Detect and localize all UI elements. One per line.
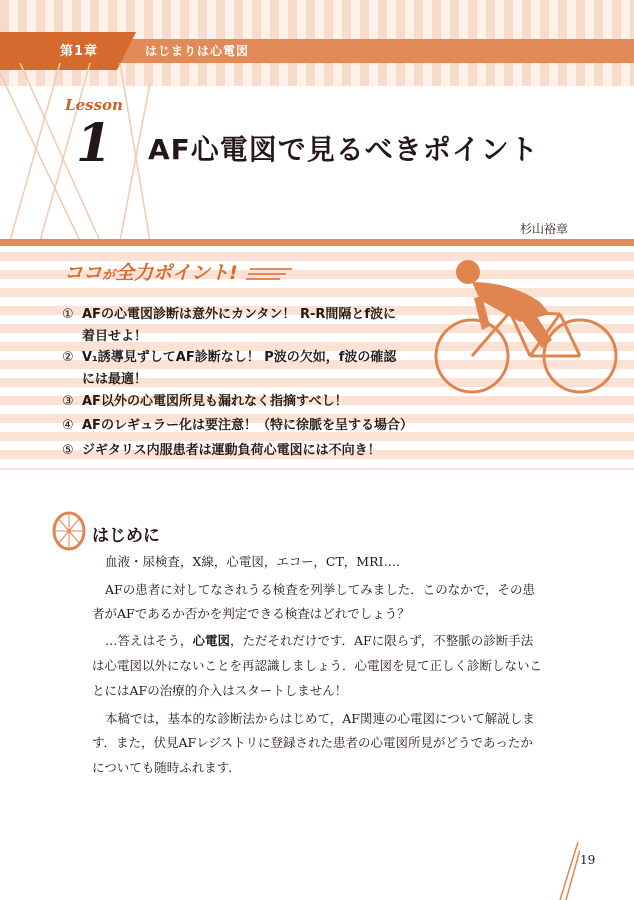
point-text: AFの心電図診断は意外にカンタン！ R-R間隔とf波に — [82, 307, 397, 322]
points-heading-part1: ココ — [64, 262, 103, 284]
paragraph-2a: AFの患者に対してなされうる検査を列挙してみました．このなかで，その患 — [105, 582, 535, 597]
points-heading — [64, 258, 238, 285]
paragraph-4c: についても随時ふれます． — [92, 760, 241, 775]
cyclist-illustration — [420, 252, 620, 402]
chapter-title: はじまりは心電図 — [145, 44, 250, 58]
point-number: ④ — [62, 418, 74, 433]
paragraph-4a: 本稿では，基本的な診断法からはじめて，AF関連の心電図について解説しま — [105, 711, 535, 726]
point-text: ジギタリス内服患者は運動負荷心電図には不向き！ — [82, 443, 381, 458]
paragraph-1: 血液・尿検査，X線，心電図，エコー，CT，MRI…． — [105, 554, 409, 569]
point-item — [62, 415, 442, 437]
wheel-icon — [50, 510, 88, 552]
paragraph-3b: は心電図以外にないことを再認識しましょう．心電図を見て正しく診断しないこ — [92, 658, 543, 673]
points-heading-part2: が — [102, 268, 116, 283]
point-text: AFのレギュラー化は要注意！（特に徐脈を呈する場合） — [82, 418, 413, 433]
point-item — [62, 304, 442, 348]
point-text-cont: 着目せよ！ — [82, 329, 148, 344]
paragraph-3a-post: ，ただそれだけです．AFに限らず，不整脈の診断手法 — [230, 633, 534, 648]
point-number: ① — [62, 307, 74, 322]
lesson-number: 1 — [75, 113, 113, 174]
footer-slash — [558, 842, 580, 900]
author-name: 杉山裕章 — [520, 222, 569, 236]
header-rule — [0, 239, 634, 246]
point-number: ② — [62, 350, 74, 365]
paragraph-3a-bold: 心電図 — [192, 633, 231, 648]
point-text: AF以外の心電図所見も漏れなく指摘すべし！ — [82, 394, 348, 409]
point-text: V₁誘導見ずしてAF診断なし！ P波の欠如，f波の確認 — [82, 350, 397, 365]
paragraph-3c: とにはAFの治療的介入はスタートしません！ — [92, 683, 348, 698]
point-item — [62, 391, 442, 413]
lesson-label: Lesson — [65, 96, 123, 114]
point-text-cont: には最適！ — [82, 372, 148, 387]
speed-lines-icon — [246, 264, 296, 284]
paragraph-4b: す．また，伏見AFレジストリに登録された患者の心電図所見がどうであったか — [92, 735, 533, 750]
section-heading: はじめに — [92, 526, 160, 546]
point-item — [62, 347, 442, 391]
points-heading-part3: 全力ポイント — [115, 262, 230, 284]
chapter-label: 第1章 — [60, 44, 99, 59]
paragraph-3a-pre: …答えはそう， — [105, 633, 193, 648]
lesson-title: AF心電図で見るべきポイント — [148, 133, 539, 166]
paragraph-3a — [92, 629, 593, 653]
point-number: ⑤ — [62, 443, 74, 458]
page-number: 19 — [580, 853, 596, 867]
points-heading-exclaim: ! — [229, 262, 238, 284]
paragraph-2b: 者がAFであるか否かを判定できる検査はどれでしょう？ — [92, 606, 410, 621]
point-item — [62, 440, 442, 462]
point-number: ③ — [62, 394, 74, 409]
